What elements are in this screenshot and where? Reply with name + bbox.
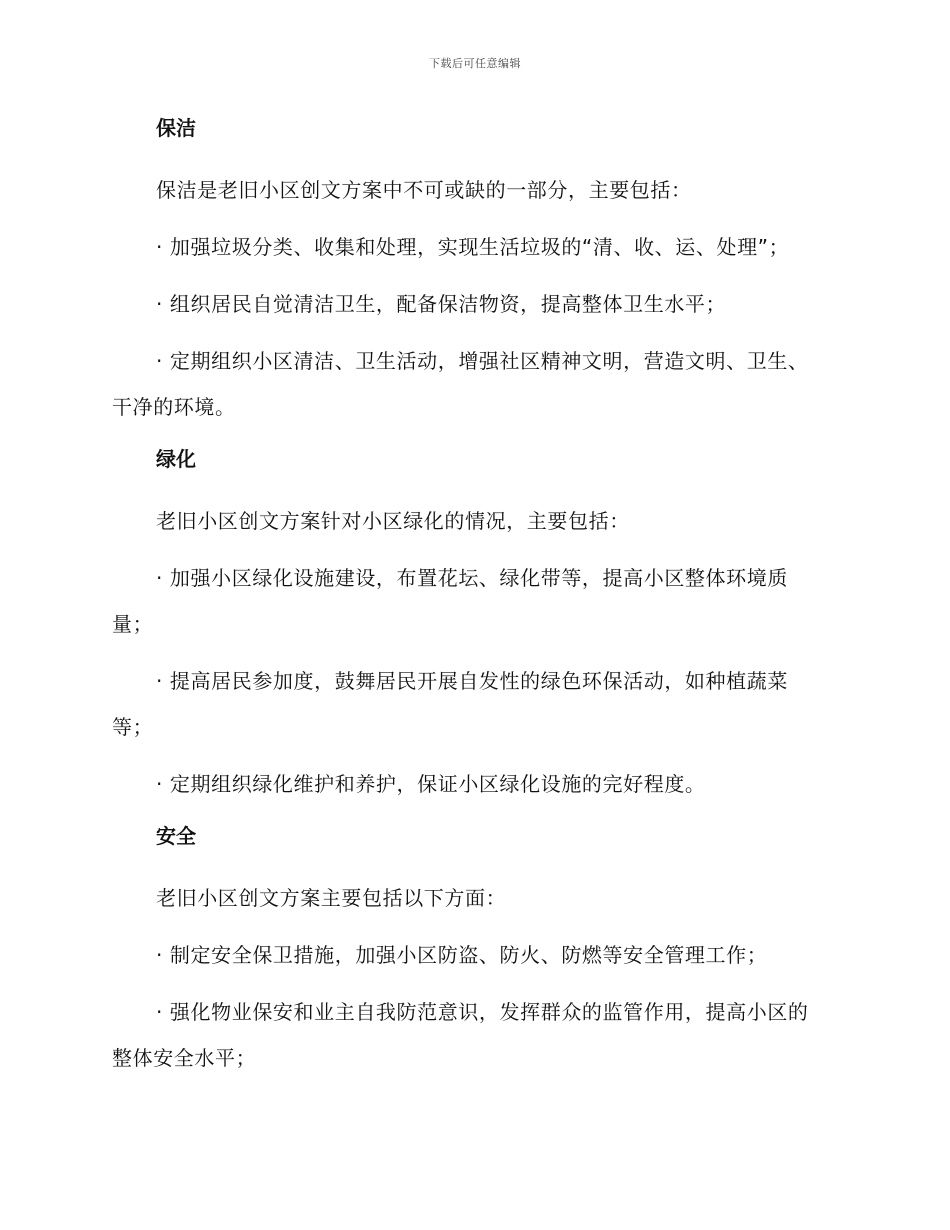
section-safety: [112, 818, 824, 1081]
list-item: · 定期组织绿化维护和养护，保证小区绿化设施的完好程度。: [156, 772, 706, 796]
section-heading: 保洁: [156, 116, 196, 140]
list-item: · 强化物业保安和业主自我防范意识，发挥群众的监管作用，提高小区的整体安全水平；: [112, 1000, 809, 1070]
section-intro: 老旧小区创文方案主要包括以下方面：: [156, 886, 507, 910]
list-item: · 制定安全保卫措施，加强小区防盗、防火、防燃等安全管理工作；: [156, 943, 768, 967]
section-heading: 安全: [156, 824, 196, 848]
list-item: · 加强小区绿化设施建设，布置花坛、绿化带等，提高小区整体环境质量；: [112, 566, 788, 636]
section-heading: 绿化: [156, 447, 196, 471]
section-cleaning: [112, 110, 824, 430]
document-body: [112, 110, 824, 1092]
list-item: · 提高居民参加度，鼓舞居民开展自发性的绿色环保活动，如种植蔬菜等；: [112, 669, 788, 739]
section-intro: 保洁是老旧小区创文方案中不可或缺的一部分，主要包括：: [156, 178, 692, 202]
list-item: · 组织居民自觉清洁卫生，配备保洁物资，提高整体卫生水平；: [156, 292, 727, 316]
list-item: · 加强垃圾分类、收集和处理，实现生活垃圾的“清、收、运、处理”；: [156, 235, 790, 259]
section-intro: 老旧小区创文方案针对小区绿化的情况，主要包括：: [156, 509, 630, 533]
section-greening: [112, 441, 824, 807]
list-item: · 定期组织小区清洁、卫生活动，增强社区精神文明，营造文明、卫生、干净的环境。: [112, 349, 809, 419]
header-note: 下载后可任意编辑: [429, 57, 521, 70]
